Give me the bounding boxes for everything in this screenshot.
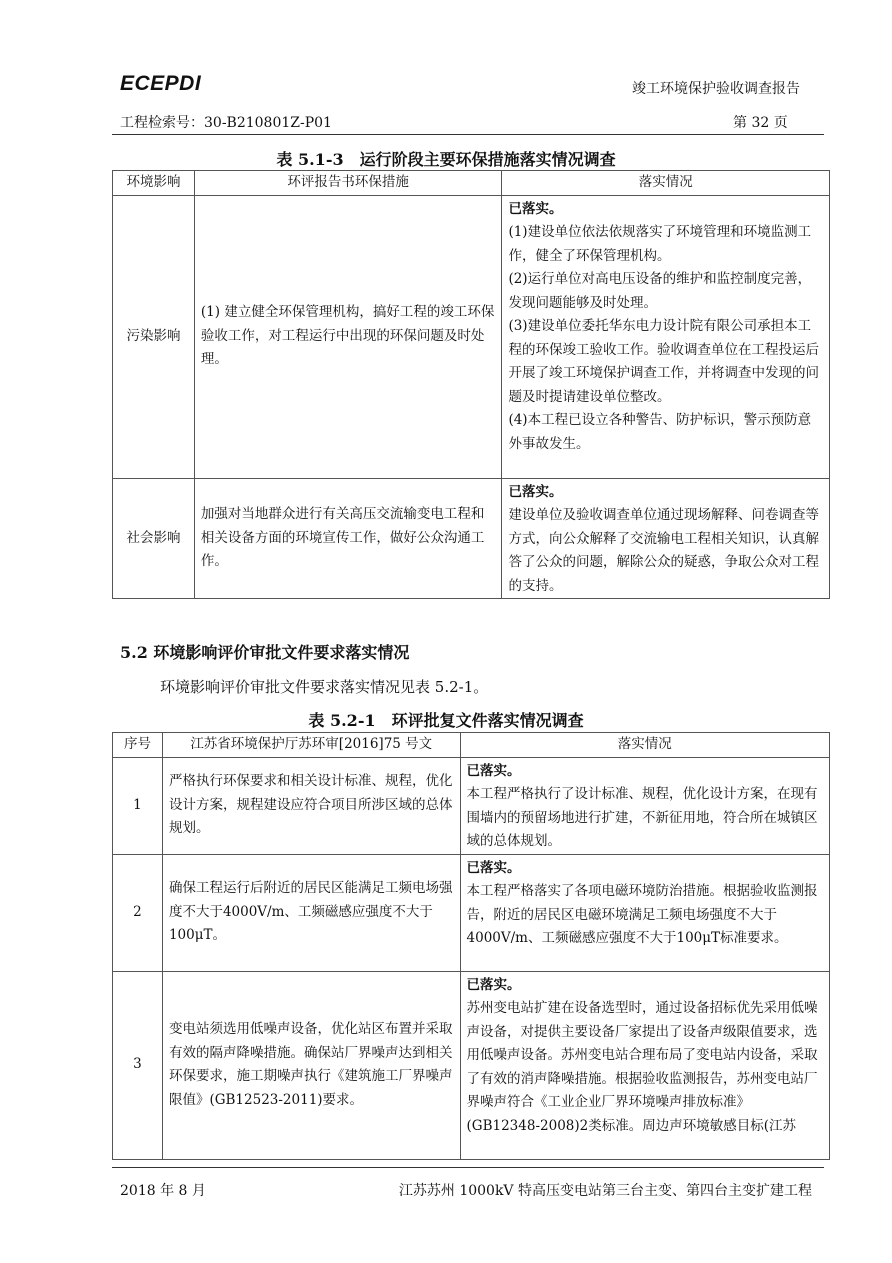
header-divider xyxy=(112,134,824,135)
requirement-cell: 变电站须选用低噪声设备，优化站区布置并采取有效的隔声降噪措施。确保站厂界噪声达到相关环保要求，施工期噪声执行《建筑施工厂界噪声限值》(GB12523-2011)要求。 xyxy=(162,971,460,1159)
status-title: 已落实。 xyxy=(466,976,521,993)
status-title: 已落实。 xyxy=(466,859,521,876)
footer-project: 江苏苏州 1000kV 特高压变电站第三台主变、第四台主变扩建工程 xyxy=(398,1183,812,1199)
status-item: (4)本工程已设立各种警告、防护标识，警示预防意外事故发生。 xyxy=(508,412,812,452)
table2-header-row xyxy=(113,733,830,758)
footer-divider xyxy=(112,1167,824,1168)
table2-header-status: 落实情况 xyxy=(460,733,829,758)
row-number: 3 xyxy=(113,971,163,1159)
status-title: 已落实。 xyxy=(508,200,563,217)
status-item: 建设单位及验收调查单位通过现场解释、问卷调查等方式，向公众解释了交流输电工程相关知识，认真解答了公众的问题，解除公众的疑惑，争取公众对工程的支持。 xyxy=(508,507,819,594)
section-heading: 5.2 环境影响评价审批文件要求落实情况 xyxy=(120,643,410,662)
status-text: 本工程严格落实了各项电磁环境防治措施。根据验收监测报告，附近的居民区电磁环境满足工频电场强度不大于4000V/m、工频磁感应强度不大于100μT标准要求。 xyxy=(466,883,818,946)
impact-cell: 社会影响 xyxy=(113,478,195,599)
status-item: (2)运行单位对高电压设备的维护和监控制度完善，发现问题能够及时处理。 xyxy=(508,271,812,311)
table2 xyxy=(112,732,830,1160)
status-text: 苏州变电站扩建在设备选型时，通过设备招标优先采用低噪声设备，对提供主要设备厂家提出了设备声级限值要求，选用低噪声设备。苏州变电站合理布局了变电站内设备，采取了有效的消声降噪措施。根据验收监测报告，苏州变电站厂界噪声符合《工业企业厂界环境噪声排放标准》(GB12348-2008)2类标准。周边声环境敏感目标(江苏 xyxy=(466,1000,818,1134)
status-cell xyxy=(460,971,829,1159)
report-title: 竣工环境保护验收调查报告 xyxy=(632,81,800,97)
status-item: (1)建设单位依法依规落实了环境管理和环境监测工作，健全了环保管理机构。 xyxy=(508,224,812,264)
row-number: 2 xyxy=(113,854,163,971)
table2-header-requirement: 江苏省环境保护厅苏环审[2016]75 号文 xyxy=(162,733,460,758)
requirement-cell: 确保工程运行后附近的居民区能满足工频电场强度不大于4000V/m、工频磁感应强度不大于100μT。 xyxy=(162,854,460,971)
table1-header-impact: 环境影响 xyxy=(113,171,195,196)
doc-number: 工程检索号：30-B210801Z-P01 xyxy=(120,115,332,131)
status-cell xyxy=(460,854,829,971)
status-cell xyxy=(502,195,830,478)
requirement-cell: 严格执行环保要求和相关设计标准、规程，优化设计方案，规程建设应符合项目所涉区域的总体规划。 xyxy=(162,757,460,854)
table-row xyxy=(113,971,830,1159)
table-row xyxy=(113,854,830,971)
status-title: 已落实。 xyxy=(508,483,563,500)
status-cell xyxy=(460,757,829,854)
table1-header-measure: 环评报告书环保措施 xyxy=(194,171,502,196)
table-row xyxy=(113,478,830,599)
table-row xyxy=(113,757,830,854)
measure-cell: 加强对当地群众进行有关高压交流输变电工程和相关设备方面的环境宣传工作，做好公众沟通工作。 xyxy=(194,478,502,599)
table1-header-status: 落实情况 xyxy=(502,171,830,196)
table1-caption: 表 5.1-3 运行阶段主要环保措施落实情况调查 xyxy=(276,150,616,169)
footer-date: 2018 年 8 月 xyxy=(120,1183,206,1199)
status-cell xyxy=(502,478,830,599)
status-title: 已落实。 xyxy=(466,762,521,779)
table-row xyxy=(113,195,830,478)
impact-cell: 污染影响 xyxy=(113,195,195,478)
table1 xyxy=(112,170,830,599)
table2-header-no: 序号 xyxy=(113,733,163,758)
status-text: 本工程严格执行了设计标准、规程，优化设计方案，在现有围墙内的预留场地进行扩建，不新征用地，符合所在城镇区域的总体规划。 xyxy=(466,786,818,849)
measure-cell: (1) 建立健全环保管理机构，搞好工程的竣工环保验收工作，对工程运行中出现的环保问题及时处理。 xyxy=(194,195,502,478)
page-number: 第 32 页 xyxy=(733,115,788,131)
section-intro: 环境影响评价审批文件要求落实情况见表 5.2-1。 xyxy=(160,678,489,696)
table2-caption: 表 5.2-1 环评批复文件落实情况调查 xyxy=(308,711,584,730)
status-item: (3)建设单位委托华东电力设计院有限公司承担本工程的环保竣工验收工作。验收调查单位在工程投运后开展了竣工环境保护调查工作，并将调查中发现的问题及时提请建设单位整改。 xyxy=(508,318,819,405)
row-number: 1 xyxy=(113,757,163,854)
company-logo: ECEPDI xyxy=(120,72,202,95)
table1-header-row xyxy=(113,171,830,196)
